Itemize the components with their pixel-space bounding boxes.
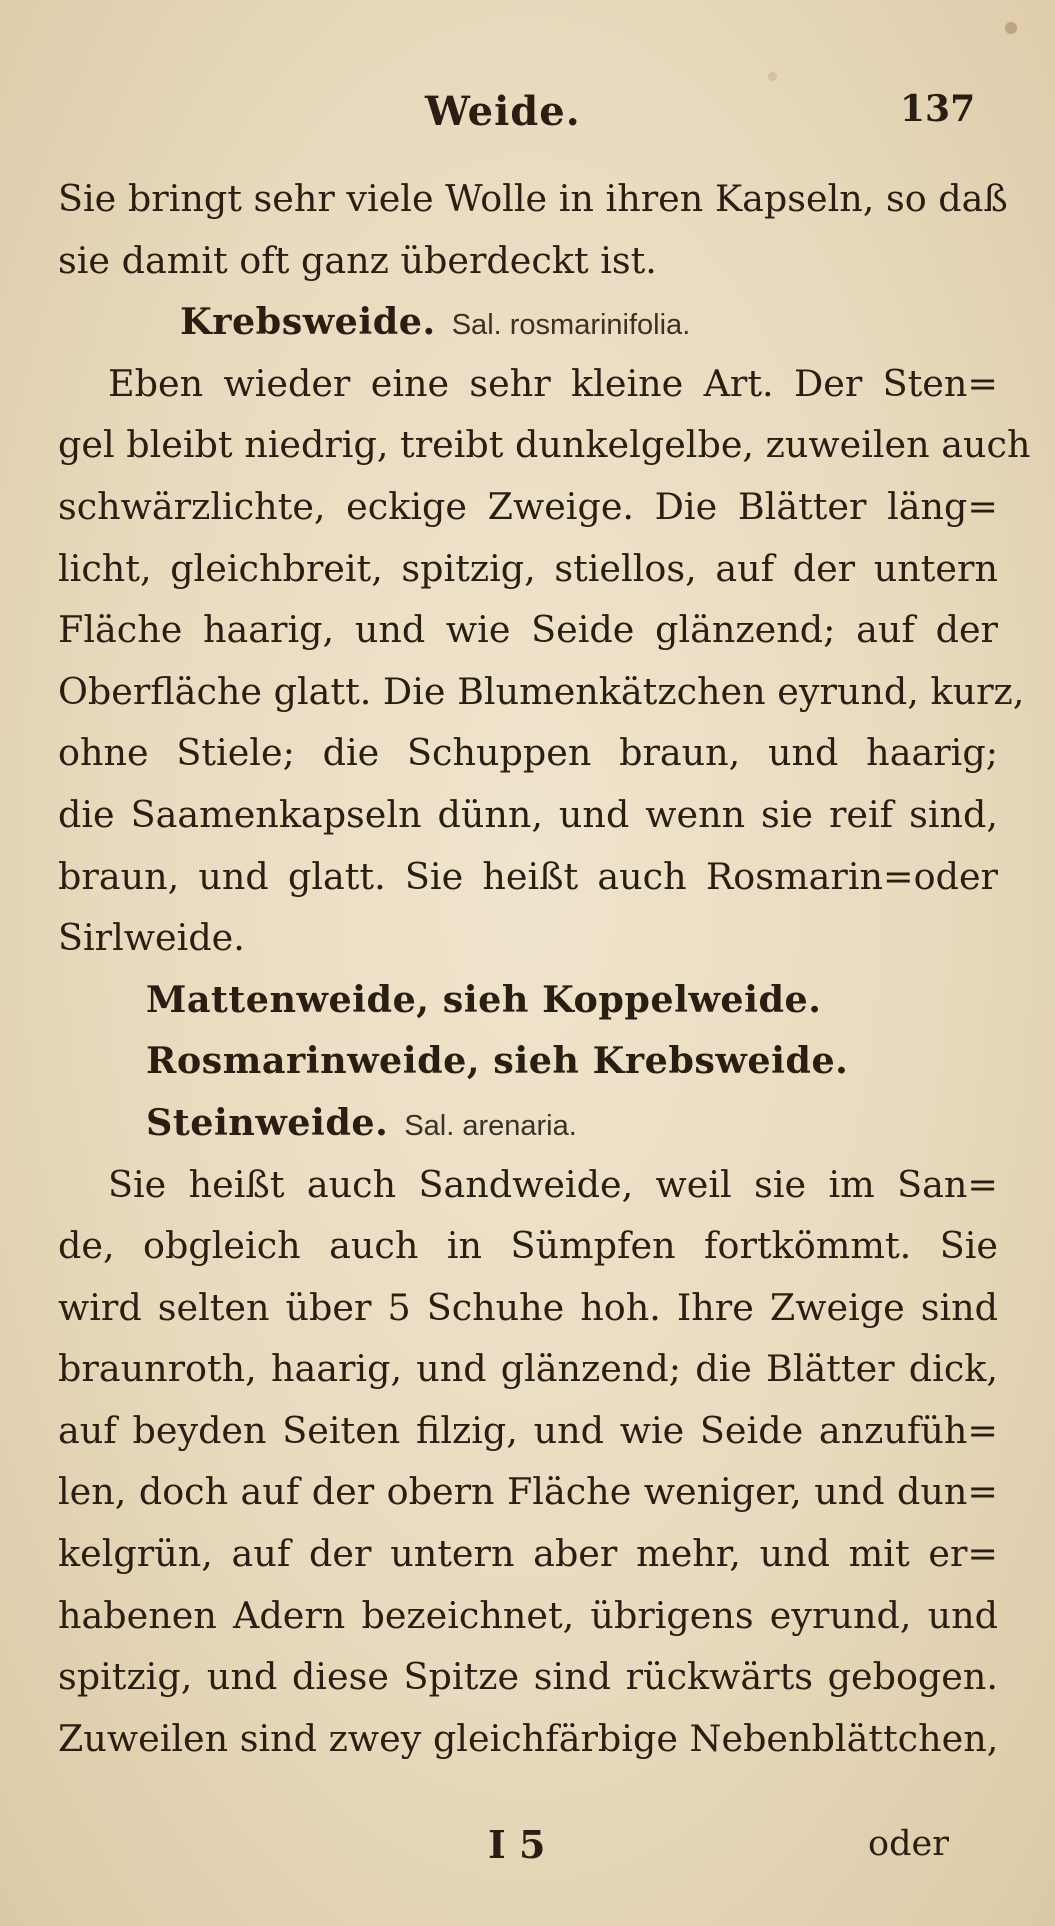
- text-line: Fläche haarig, und wie Seide glänzend; auf der: [58, 608, 998, 652]
- text-line: Zuweilen sind zwey gleichfärbige Nebenblättchen,: [58, 1716, 999, 1760]
- text-line: licht, gleichbreit, spitzig, stiellos, auf der untern: [58, 546, 998, 590]
- running-title: Weide.: [425, 88, 581, 135]
- text-line: gel bleibt niedrig, treibt dunkelgelbe, zuweilen auch: [58, 423, 1031, 467]
- text-line: Eben wieder eine sehr kleine Art. Der Sten=: [108, 361, 998, 405]
- text-line: schwärzlichte, eckige Zweige. Die Blätter läng=: [58, 484, 998, 528]
- entry-headword: Steinweide.: [146, 1100, 389, 1144]
- page-header: [0, 88, 1055, 148]
- text-line: spitzig, und diese Spitze sind rückwärts gebogen.: [58, 1655, 998, 1699]
- latin-name: Sal. rosmarinifolia.: [451, 309, 691, 342]
- text-line: Sie bringt sehr viele Wolle in ihren Kapseln, so daß: [58, 177, 1008, 220]
- entry-heading: [58, 1092, 998, 1154]
- text-line: ohne Stiele; die Schuppen braun, und haarig;: [58, 731, 998, 775]
- text-line: kelgrün, auf der untern aber mehr, und mit er=: [58, 1532, 998, 1576]
- page-number: 137: [900, 88, 976, 130]
- catchword: oder: [868, 1824, 949, 1864]
- text-line: Sirlweide.: [58, 916, 245, 960]
- text-line: len, doch auf der obern Fläche weniger, und dun=: [58, 1470, 998, 1514]
- page-footer: [0, 1822, 1055, 1882]
- text-line: Sie heißt auch Sandweide, weil sie im San=: [108, 1162, 998, 1206]
- latin-name: Sal. arenaria.: [404, 1109, 577, 1142]
- text-line: auf beyden Seiten filzig, und wie Seide anzufüh=: [58, 1408, 998, 1452]
- entry-heading: [58, 291, 998, 353]
- ink-spot: [768, 72, 777, 81]
- ink-spot: [1005, 22, 1017, 34]
- text-line: braunroth, haarig, und glänzend; die Blätter dick,: [58, 1347, 998, 1391]
- entry-headword: Krebsweide.: [180, 300, 436, 344]
- entry-crossref: Rosmarinweide, sieh Krebsweide.: [146, 1039, 849, 1083]
- text-line: habenen Adern bezeichnet, übrigens eyrund, und: [58, 1593, 998, 1637]
- text-line: sie damit oft ganz überdeckt ist.: [58, 238, 657, 282]
- text-line: die Saamenkapseln dünn, und wenn sie reif sind,: [58, 792, 998, 836]
- signature-mark: I 5: [488, 1822, 546, 1867]
- text-line: Oberfläche glatt. Die Blumenkätzchen eyrund, kurz,: [58, 669, 1025, 713]
- body-text: [58, 168, 1031, 1769]
- text-line: braun, und glatt. Sie heißt auch Rosmarin=oder: [58, 854, 998, 898]
- text-line: de, obgleich auch in Sümpfen fortkömmt. Sie: [58, 1224, 998, 1268]
- entry-crossref: Mattenweide, sieh Koppelweide.: [146, 977, 822, 1021]
- text-line: wird selten über 5 Schuhe hoh. Ihre Zweige sind: [58, 1285, 998, 1329]
